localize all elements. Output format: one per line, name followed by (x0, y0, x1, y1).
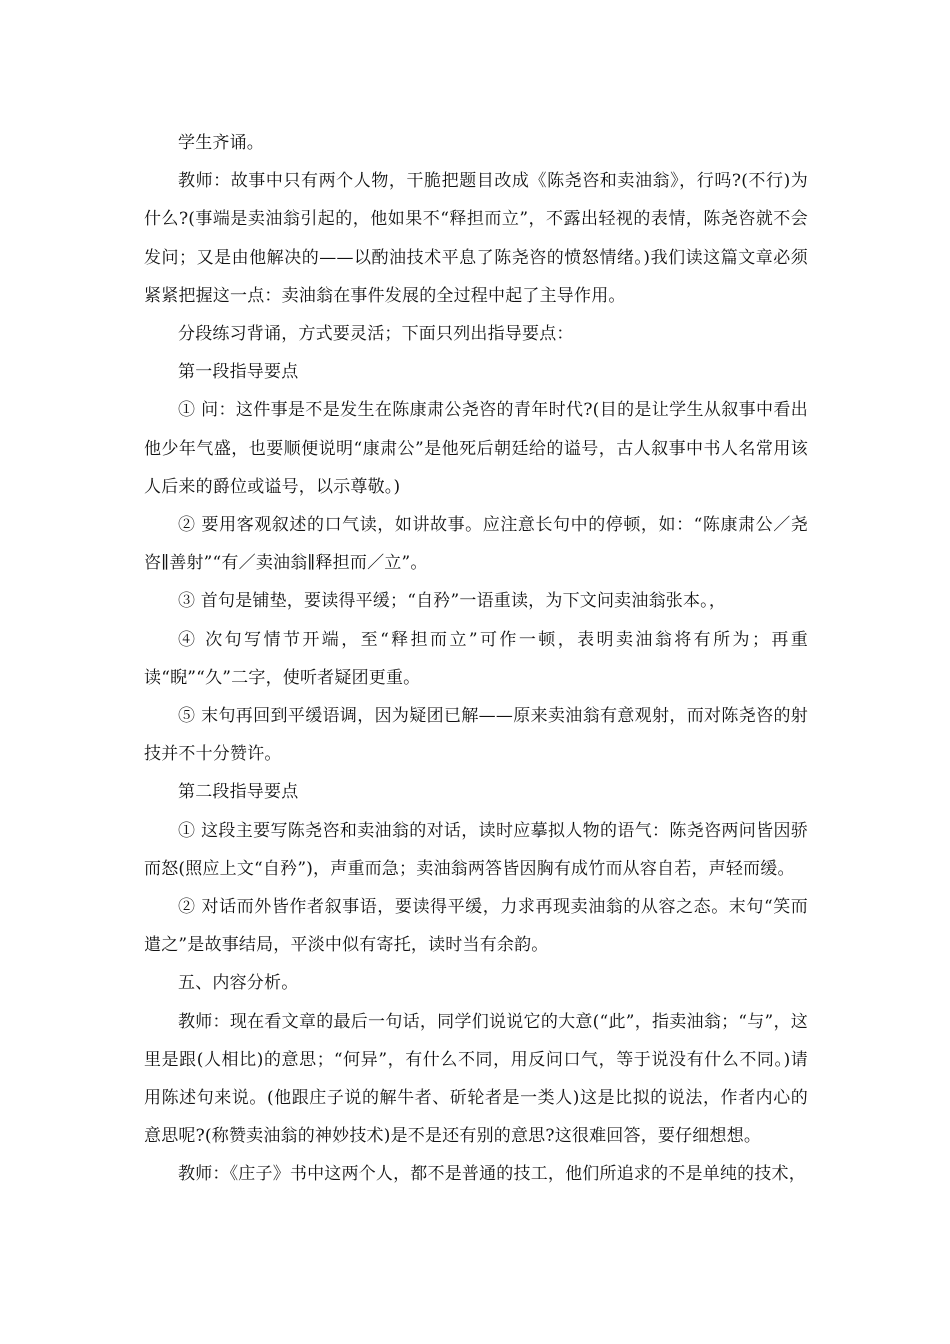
paragraph-teacher-zhuangzi: 教师：《庄子》书中这两个人，都不是普通的技工，他们所追求的不是单纯的技术， (178, 1164, 806, 1185)
paragraph-teacher-title-question: 教师：故事中只有两个人物，干脆把题目改成《陈尧咨和卖油翁》，行吗?(不行)为什么?(事端是卖油翁引起的，他如果不“释担而立”，不露出轻视的表情，陈尧咨就不会发问；又是由他解决的——以酌油技术平息了陈尧咨的愤怒情绪。)我们读这篇文章必须紧紧把握这一点：卖油翁在事件发展的全过程中起了主导作用。 (144, 171, 808, 306)
list-item-first-5: ⑤ 末句再回到平缓语调，因为疑团已解——原来卖油翁有意观射，而对陈尧咨的射技并不十分赞许。 (144, 706, 808, 765)
list-item-first-1: ① 问：这件事是不是发生在陈康肃公尧咨的青年时代?(目的是让学生从叙事中看出他少年气盛，也要顺便说明“康肃公”是他死后朝廷给的谥号，古人叙事中书人名常用该人后来的爵位或谥号，以示尊敬。) (144, 400, 808, 497)
paragraph-recitation-practice: 分段练习背诵，方式要灵活；下面只列出指导要点： (178, 324, 574, 345)
paragraph-teacher-last-sentence: 教师：现在看文章的最后一句话，同学们说说它的大意(“此”，指卖油翁；“与”，这里是跟(人相比)的意思；“何异”，有什么不同，用反问口气，等于说没有什么不同。)请用陈述句来说。(他跟庄子说的解牛者、斫轮者是一类人)这是比拟的说法，作者内心的意思呢?(称赞卖油翁的神妙技术)是不是还有别的意思?这很难回答，要仔细想想。 (144, 1011, 808, 1147)
paragraph-students-recite: 学生齐诵。 (178, 133, 264, 153)
section-heading-content-analysis: 五、内容分析。 (178, 973, 299, 994)
list-item-first-4: ④ 次句写情节开端，至“释担而立”可作一顿，表明卖油翁将有所为；再重读“睨”“久”二字，使听者疑团更重。 (144, 629, 808, 688)
document-body (144, 124, 808, 1194)
list-item-second-2: ② 对话而外皆作者叙事语，要读得平缓，力求再现卖油翁的从容之态。末句“笑而遣之”是故事结局，平淡中似有寄托，读时当有余韵。 (144, 897, 808, 956)
section-heading-second-paragraph: 第二段指导要点 (178, 782, 299, 803)
list-item-second-1: ① 这段主要写陈尧咨和卖油翁的对话，读时应摹拟人物的语气：陈尧咨两问皆因骄而怒(照应上文“自矜”)，声重而急；卖油翁两答皆因胸有成竹而从容自若，声轻而缓。 (144, 820, 808, 879)
list-item-first-3: ③ 首句是铺垫，要读得平缓；“自矜”一语重读，为下文问卖油翁张本。， (178, 591, 727, 612)
list-item-first-2: ② 要用客观叙述的口气读，如讲故事。应注意长句中的停顿，如：“陈康肃公／尧咨∥善射”“有／卖油翁∥释担而／立”。 (144, 515, 808, 574)
section-heading-first-paragraph: 第一段指导要点 (178, 362, 299, 383)
